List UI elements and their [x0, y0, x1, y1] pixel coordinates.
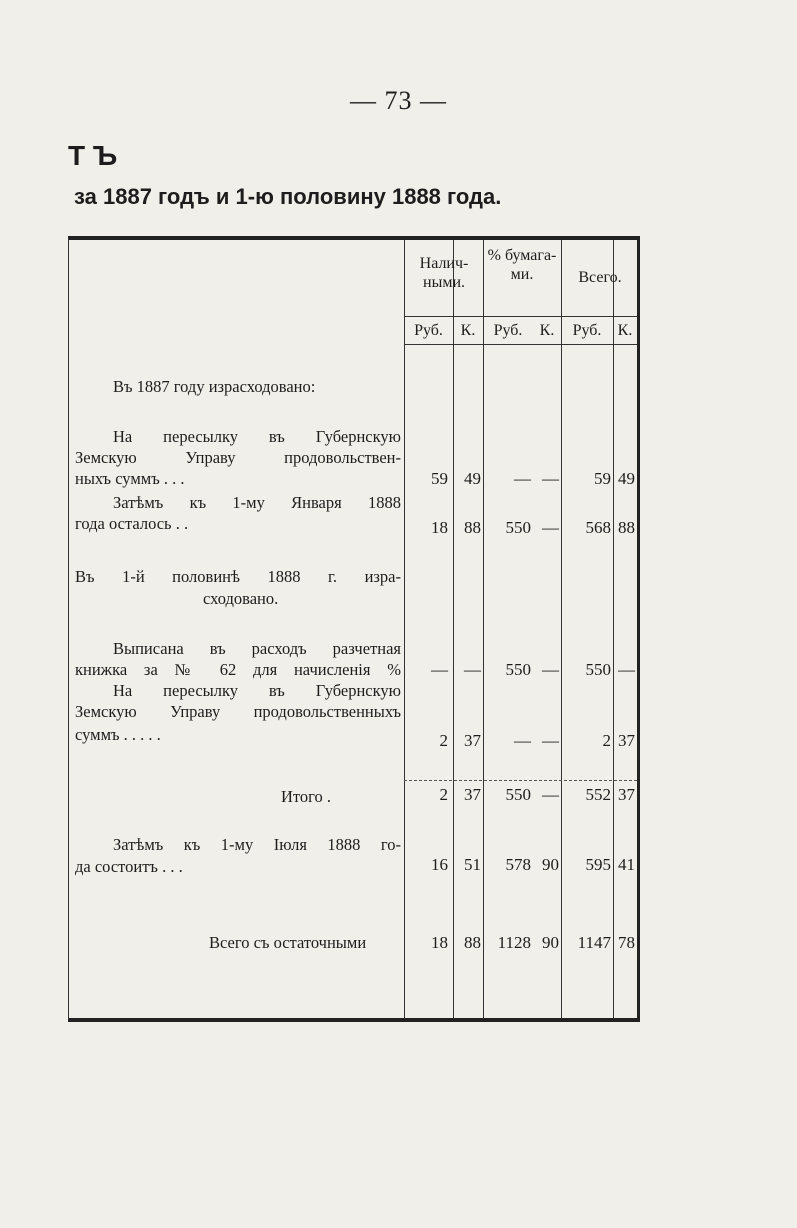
- cell: —: [542, 518, 559, 537]
- page-number: — 73 —: [350, 86, 447, 115]
- unit-kop-total: К.: [617, 322, 633, 339]
- cell: 37: [464, 785, 481, 804]
- header-total: Всего.: [578, 269, 622, 286]
- cell: 568: [585, 518, 611, 537]
- unit-kop-papers: К.: [539, 322, 555, 339]
- label-remain-2b: да состоитъ . . .: [75, 857, 183, 876]
- heading-letters: Т Ъ: [68, 140, 118, 171]
- cell: —: [542, 660, 559, 679]
- cell: —: [542, 785, 559, 804]
- cell: —: [542, 731, 559, 750]
- label-forwarding-1b: Земскую Управу продовольствен-: [75, 448, 401, 467]
- cell: —: [618, 660, 635, 679]
- unit-rub-cash: Руб.: [414, 322, 443, 339]
- label-grand-total: Всего съ остаточными: [209, 933, 367, 952]
- cell: 49: [618, 469, 635, 488]
- cell: 2: [439, 731, 448, 750]
- cell: —: [464, 660, 481, 679]
- cell: 41: [618, 855, 635, 874]
- unit-rub-total: Руб.: [572, 322, 602, 339]
- cell: 78: [618, 933, 635, 952]
- label-remain-1a: Затѣмъ къ 1-му Января 1888: [113, 493, 401, 512]
- label-book-a: Выписана въ расходъ разчетная: [113, 639, 401, 658]
- cell: 578: [505, 855, 531, 874]
- label-forwarding-1c: ныхъ суммъ . . .: [75, 469, 185, 488]
- ledger-table: [68, 236, 640, 1022]
- cell: 18: [431, 933, 448, 952]
- label-itogo: Итого .: [281, 787, 332, 806]
- cell: —: [514, 469, 531, 488]
- cell: 595: [585, 855, 611, 874]
- cell: 552: [585, 785, 611, 804]
- cell: 2: [439, 785, 448, 804]
- header-cash: Налич- ными.: [419, 255, 469, 291]
- cell: 1147: [577, 933, 611, 952]
- cell: 550: [505, 518, 531, 537]
- table-subtitle: за 1887 годъ и 1-ю половину 1888 года.: [74, 184, 502, 209]
- cell: 59: [431, 469, 448, 488]
- cell: 88: [618, 518, 635, 537]
- label-section-1888b: сходовано.: [203, 589, 279, 608]
- unit-kop-cash: К.: [460, 322, 476, 339]
- label-remain-1b: года осталось . .: [75, 514, 189, 533]
- cell: 550: [585, 660, 611, 679]
- cell: 37: [464, 731, 481, 750]
- label-book-b: книжка за № 62 для начисленія %: [75, 660, 401, 679]
- label-forwarding-2a: На пересылку въ Губернскую: [113, 681, 401, 700]
- cell: 59: [594, 469, 611, 488]
- cell: —: [431, 660, 448, 679]
- label-forwarding-2c: суммъ . . . . .: [75, 725, 161, 744]
- label-section-1888a: Въ 1-й половинѣ 1888 г. изра-: [75, 567, 401, 586]
- cell: 2: [602, 731, 611, 750]
- cell: —: [542, 469, 559, 488]
- label-section-1887: Въ 1887 году израсходовано:: [113, 377, 316, 396]
- cell: 1128: [497, 933, 531, 952]
- cell: 88: [464, 933, 481, 952]
- cell: 18: [431, 518, 448, 537]
- cell: 88: [464, 518, 481, 537]
- cell: 550: [505, 785, 531, 804]
- label-forwarding-2b: Земскую Управу продовольственныхъ: [75, 702, 401, 721]
- cell: 90: [542, 933, 559, 952]
- cell: 16: [431, 855, 448, 874]
- header-percent-papers: % бумага- ми.: [487, 247, 557, 283]
- unit-rub-papers: Руб.: [493, 322, 523, 339]
- cell: —: [514, 731, 531, 750]
- label-forwarding-1a: На пересылку въ Губернскую: [113, 427, 401, 446]
- cell: 49: [464, 469, 481, 488]
- cell: 550: [505, 660, 531, 679]
- cell: 37: [618, 785, 635, 804]
- label-remain-2a: Затѣмъ къ 1-му Іюля 1888 го-: [113, 835, 401, 854]
- cell: 90: [542, 855, 559, 874]
- cell: 51: [464, 855, 481, 874]
- cell: 37: [618, 731, 635, 750]
